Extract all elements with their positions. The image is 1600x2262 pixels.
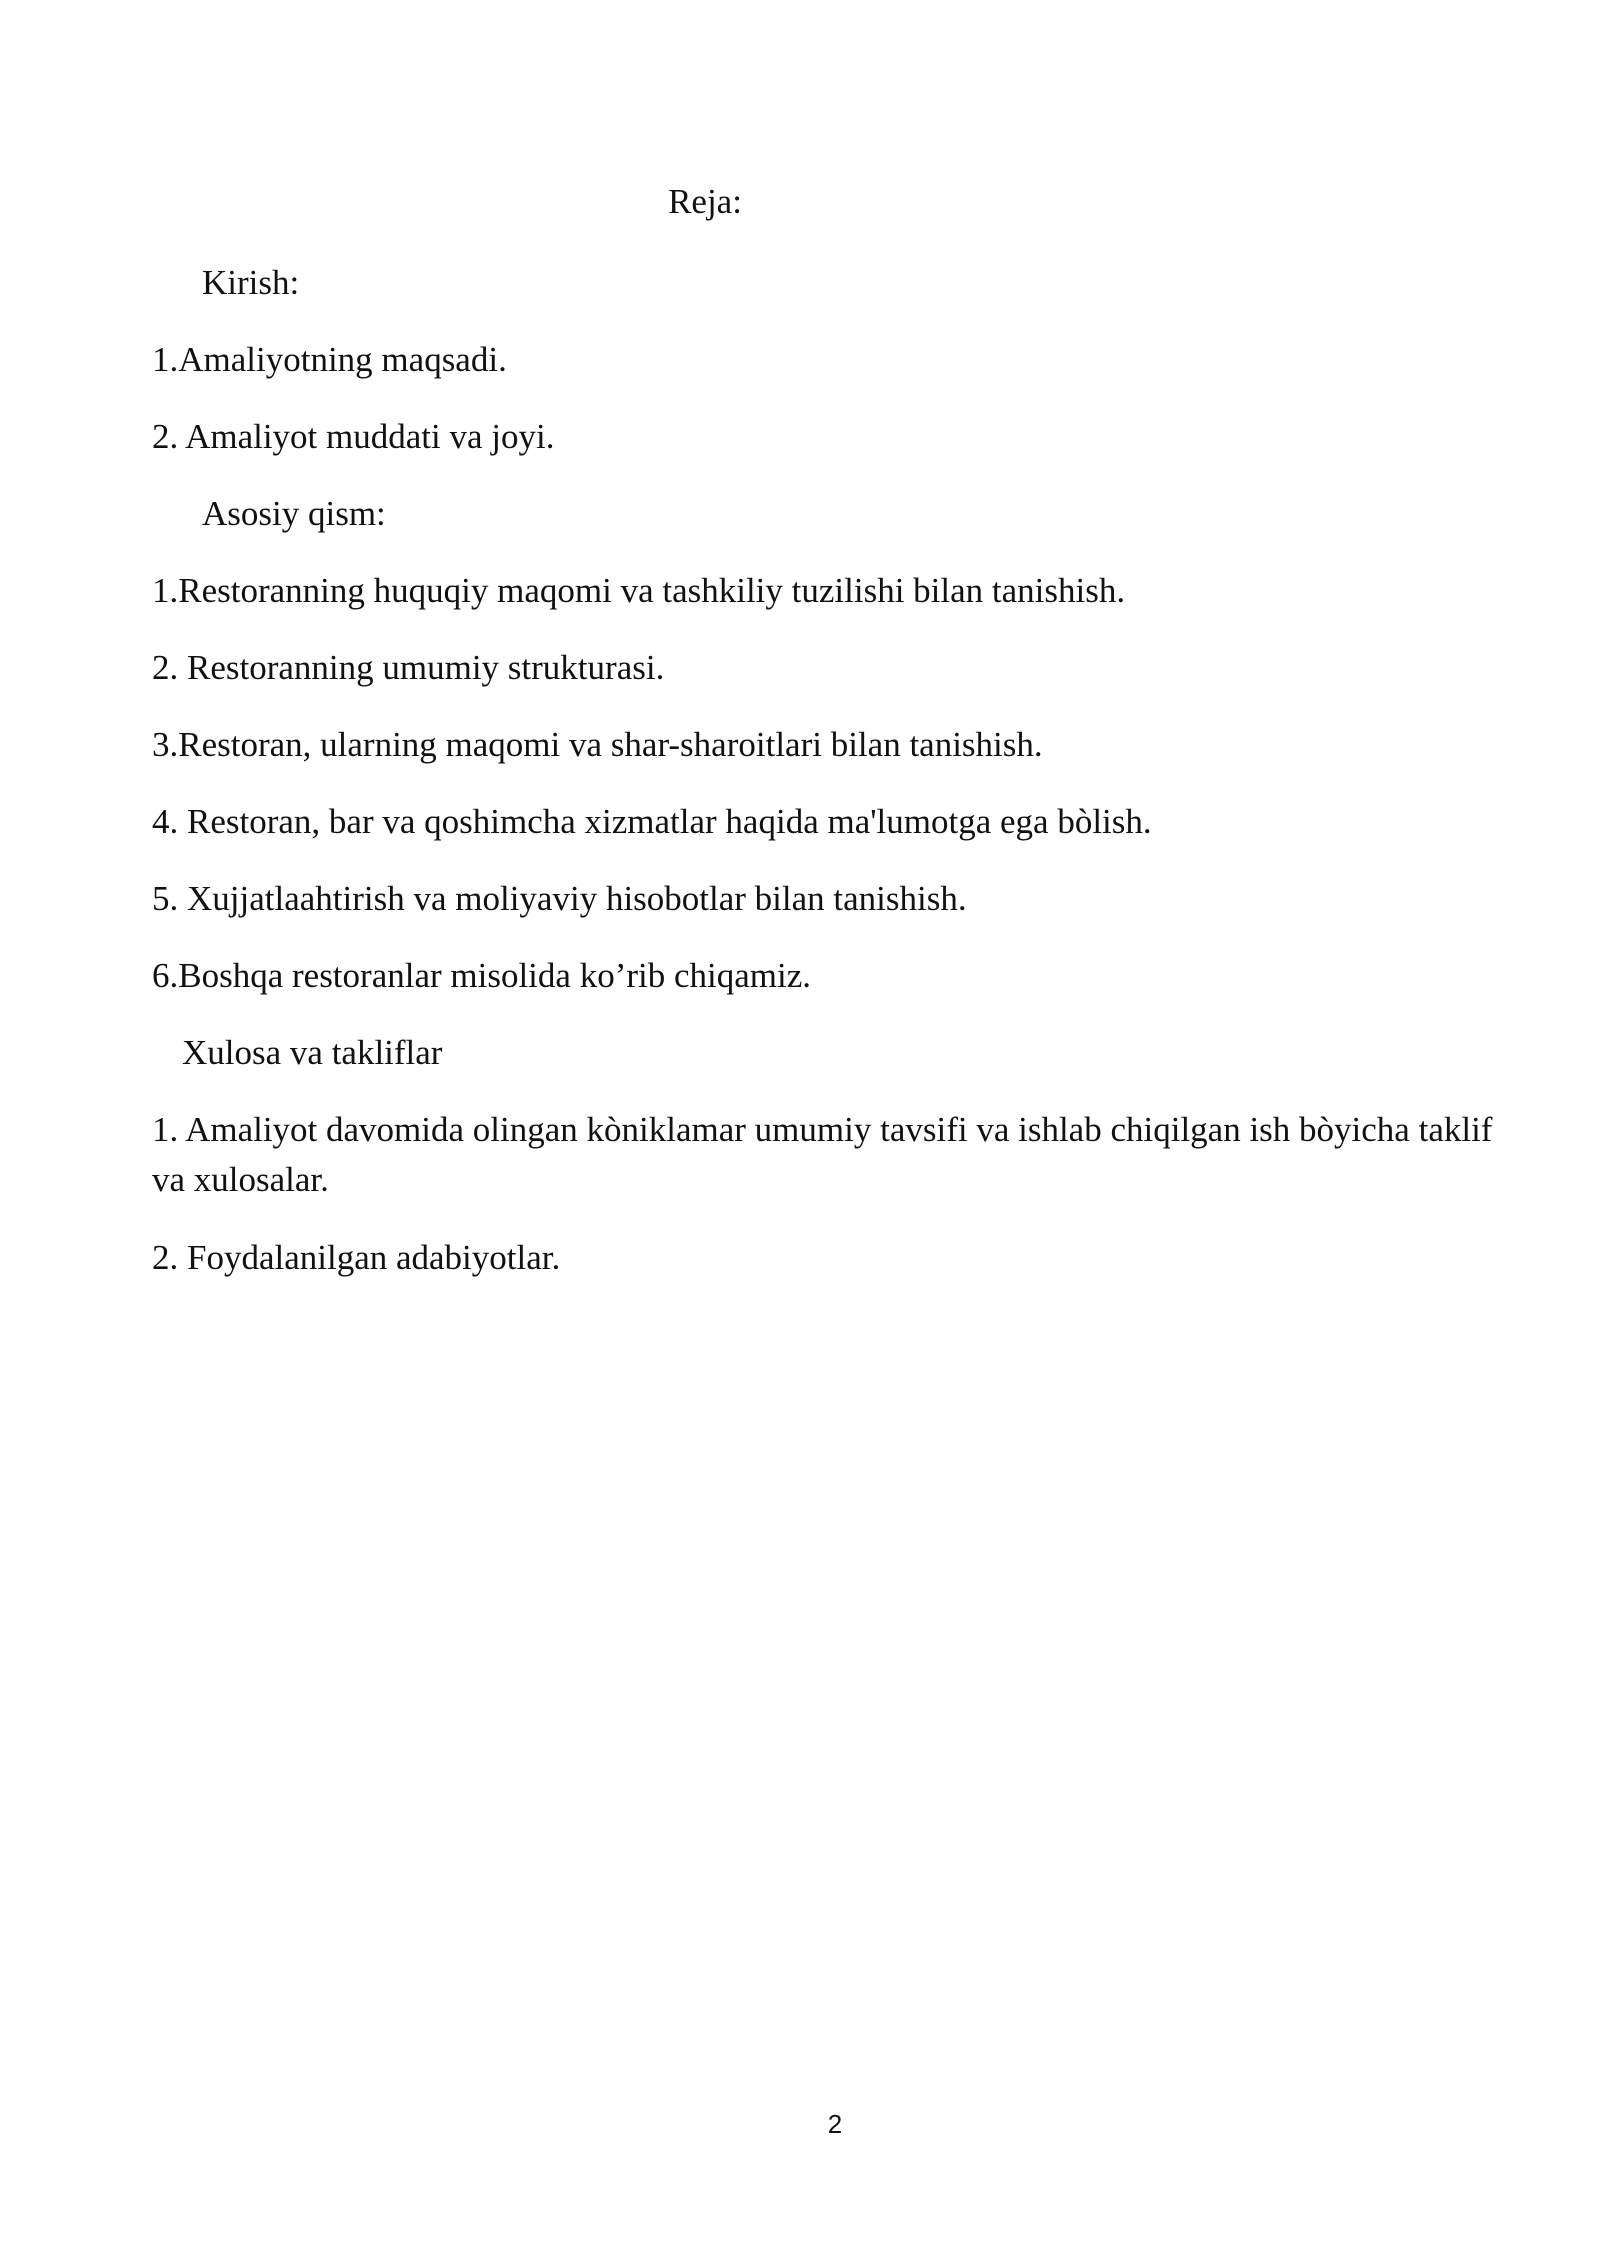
list-item: 3.Restoran, ularning maqomi va shar-sharoitlari bilan tanishish. — [152, 725, 1043, 764]
section-heading-main: Asosiy qism: — [202, 494, 386, 533]
list-item: 4. Restoran, bar va qoshimcha xizmatlar haqida ma'lumotga ega bòlish. — [152, 802, 1152, 841]
page-title: Reja: — [668, 182, 742, 221]
list-item: 5. Xujjatlaahtirish va moliyaviy hisobotlar bilan tanishish. — [152, 879, 967, 918]
list-item: 2. Amaliyot muddati va joyi. — [152, 417, 555, 456]
list-item: 2. Foydalanilgan adabiyotlar. — [152, 1238, 561, 1277]
list-item: 1. Amaliyot davomida olingan kòniklamar umumiy tavsifi va ishlab chiqilgan ish bòyicha taklif va xulosalar. — [152, 1110, 1493, 1199]
section-heading-intro: Kirish: — [202, 263, 300, 302]
list-item: 1.Restoranning huquqiy maqomi va tashkiliy tuzilishi bilan tanishish. — [152, 571, 1126, 610]
list-item: 1.Amaliyotning maqsadi. — [152, 340, 507, 379]
list-item: 2. Restoranning umumiy strukturasi. — [152, 648, 665, 687]
section-heading-conclusion: Xulosa va takliflar — [182, 1033, 443, 1072]
list-item: 6.Boshqa restoranlar misolida ko’rib chiqamiz. — [152, 956, 812, 995]
page-number: 2 — [827, 2109, 843, 2139]
